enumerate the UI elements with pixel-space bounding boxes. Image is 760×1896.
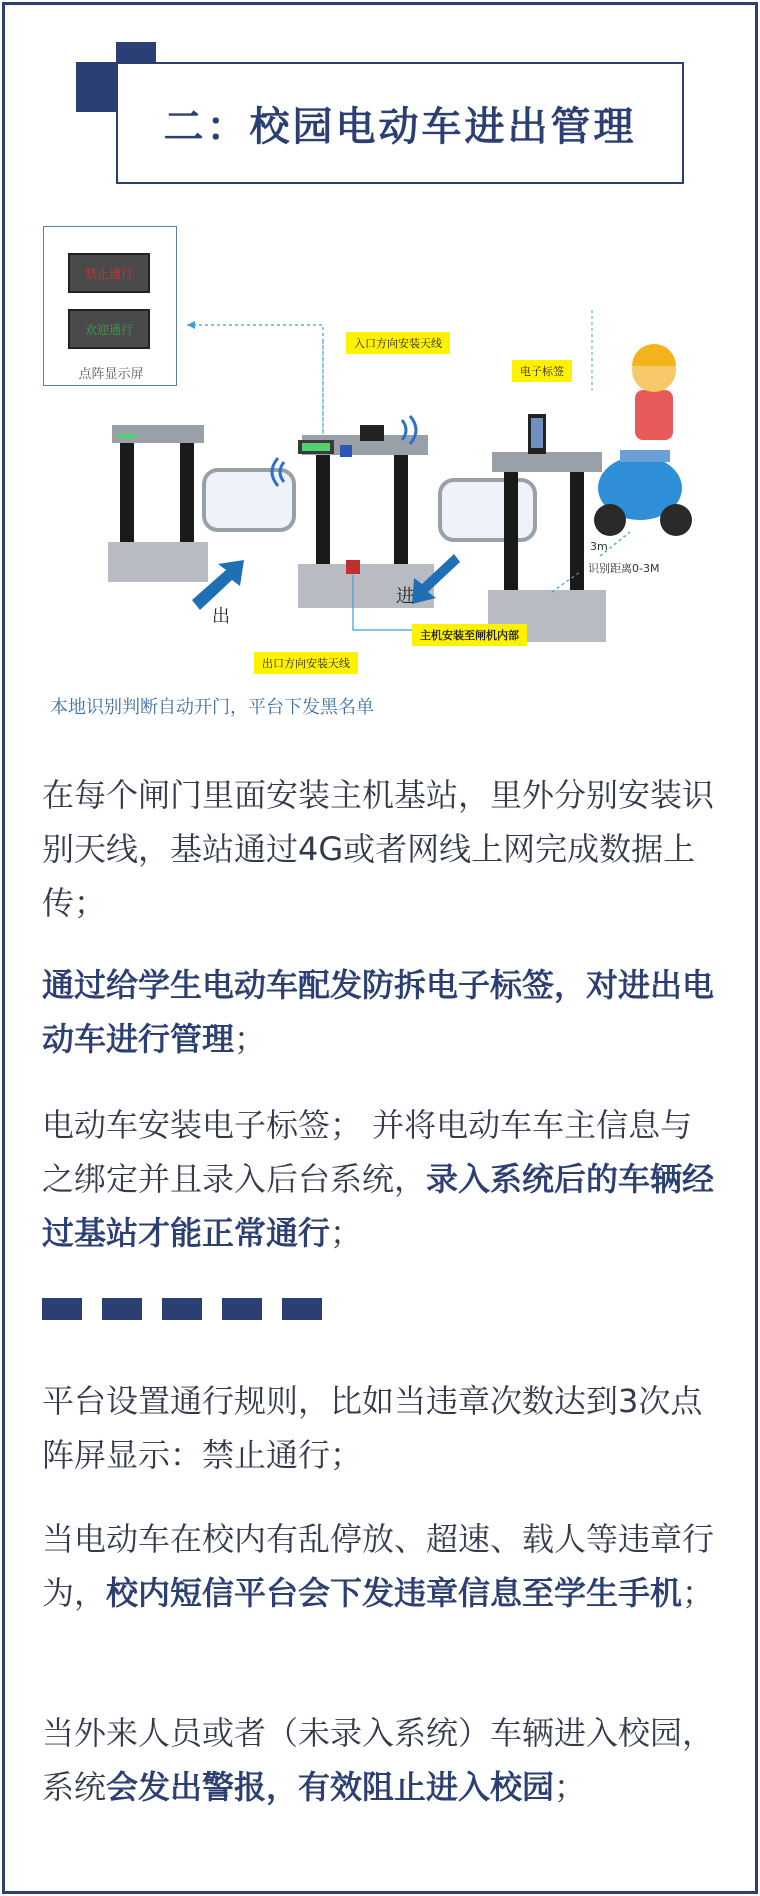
label-enter: 进 <box>396 586 414 607</box>
tag-entrance-antenna: 入口方向安装天线 <box>346 332 450 354</box>
paragraph-bold-text: 录入系统后的车辆经过基站才能正常通行 <box>42 1160 715 1252</box>
illustration-caption: 本地识别判断自动开门，平台下发黑名单 <box>50 697 374 718</box>
tag-host-inside-gate: 主机安装至闸机内部 <box>412 624 527 646</box>
paragraph-text: 当外来人员或者（未录入系统）车辆进入校园，系统 <box>42 1714 715 1806</box>
title-box <box>116 62 684 184</box>
tag-exit-antenna: 出口方向安装天线 <box>254 652 358 674</box>
gates-drawing <box>40 220 720 730</box>
led-line-forbidden: 禁止通行 <box>68 253 150 293</box>
label-exit: 出 <box>212 606 230 627</box>
paragraph-tail: ； <box>234 1020 267 1058</box>
led-panel-caption: 点阵显示屏 <box>78 367 144 382</box>
paragraph-bold-text: 校内短信平台会下发违章信息至学生手机 <box>106 1574 683 1612</box>
paragraph-text: 在每个闸门里面安装主机基站，里外分别安装识别天线，基站通过4G或者网线上网完成数据上传； <box>42 776 715 922</box>
dash-divider <box>42 1298 322 1320</box>
paragraph-text: 电动车安装电子标签； 并将电动车车主信息与之绑定并且录入后台系统， <box>42 1106 693 1198</box>
paragraph-tail: ； <box>330 1214 363 1252</box>
led-line-welcome: 欢迎通行 <box>68 309 150 349</box>
paragraph-text: 当电动车在校内有乱停放、超速、载人等违章行为， <box>42 1520 715 1612</box>
paragraph-text: 平台设置通行规则，比如当违章次数达到3次点阵屏显示：禁止通行； <box>42 1382 703 1474</box>
paragraph-base-station <box>42 768 722 930</box>
paragraph-violation-sms <box>42 1512 722 1620</box>
paragraph-traffic-rules <box>42 1374 722 1482</box>
paragraph-tail: ； <box>554 1768 587 1806</box>
label-recognition-distance: 识别距离0-3M <box>588 562 660 575</box>
paragraph-tail: ； <box>682 1574 715 1612</box>
gate-right <box>488 414 606 642</box>
gate-illustration <box>40 220 720 730</box>
label-distance-short: 3m <box>590 540 608 553</box>
paragraph-alarm <box>42 1706 722 1814</box>
paragraph-bold-text: 会发出警报，有效阻止进入校园 <box>106 1768 555 1806</box>
page-title: 二：校园电动车进出管理 <box>163 103 637 150</box>
scooter-rider-illustration <box>594 344 692 536</box>
gate-left <box>108 425 208 582</box>
paragraph-registration <box>42 1098 722 1260</box>
tag-electronic-tag: 电子标签 <box>512 360 572 382</box>
paragraph-electronic-tag <box>42 958 722 1066</box>
paragraph-bold-text: 通过给学生电动车配发防拆电子标签，对进出电动车进行管理 <box>42 966 715 1058</box>
